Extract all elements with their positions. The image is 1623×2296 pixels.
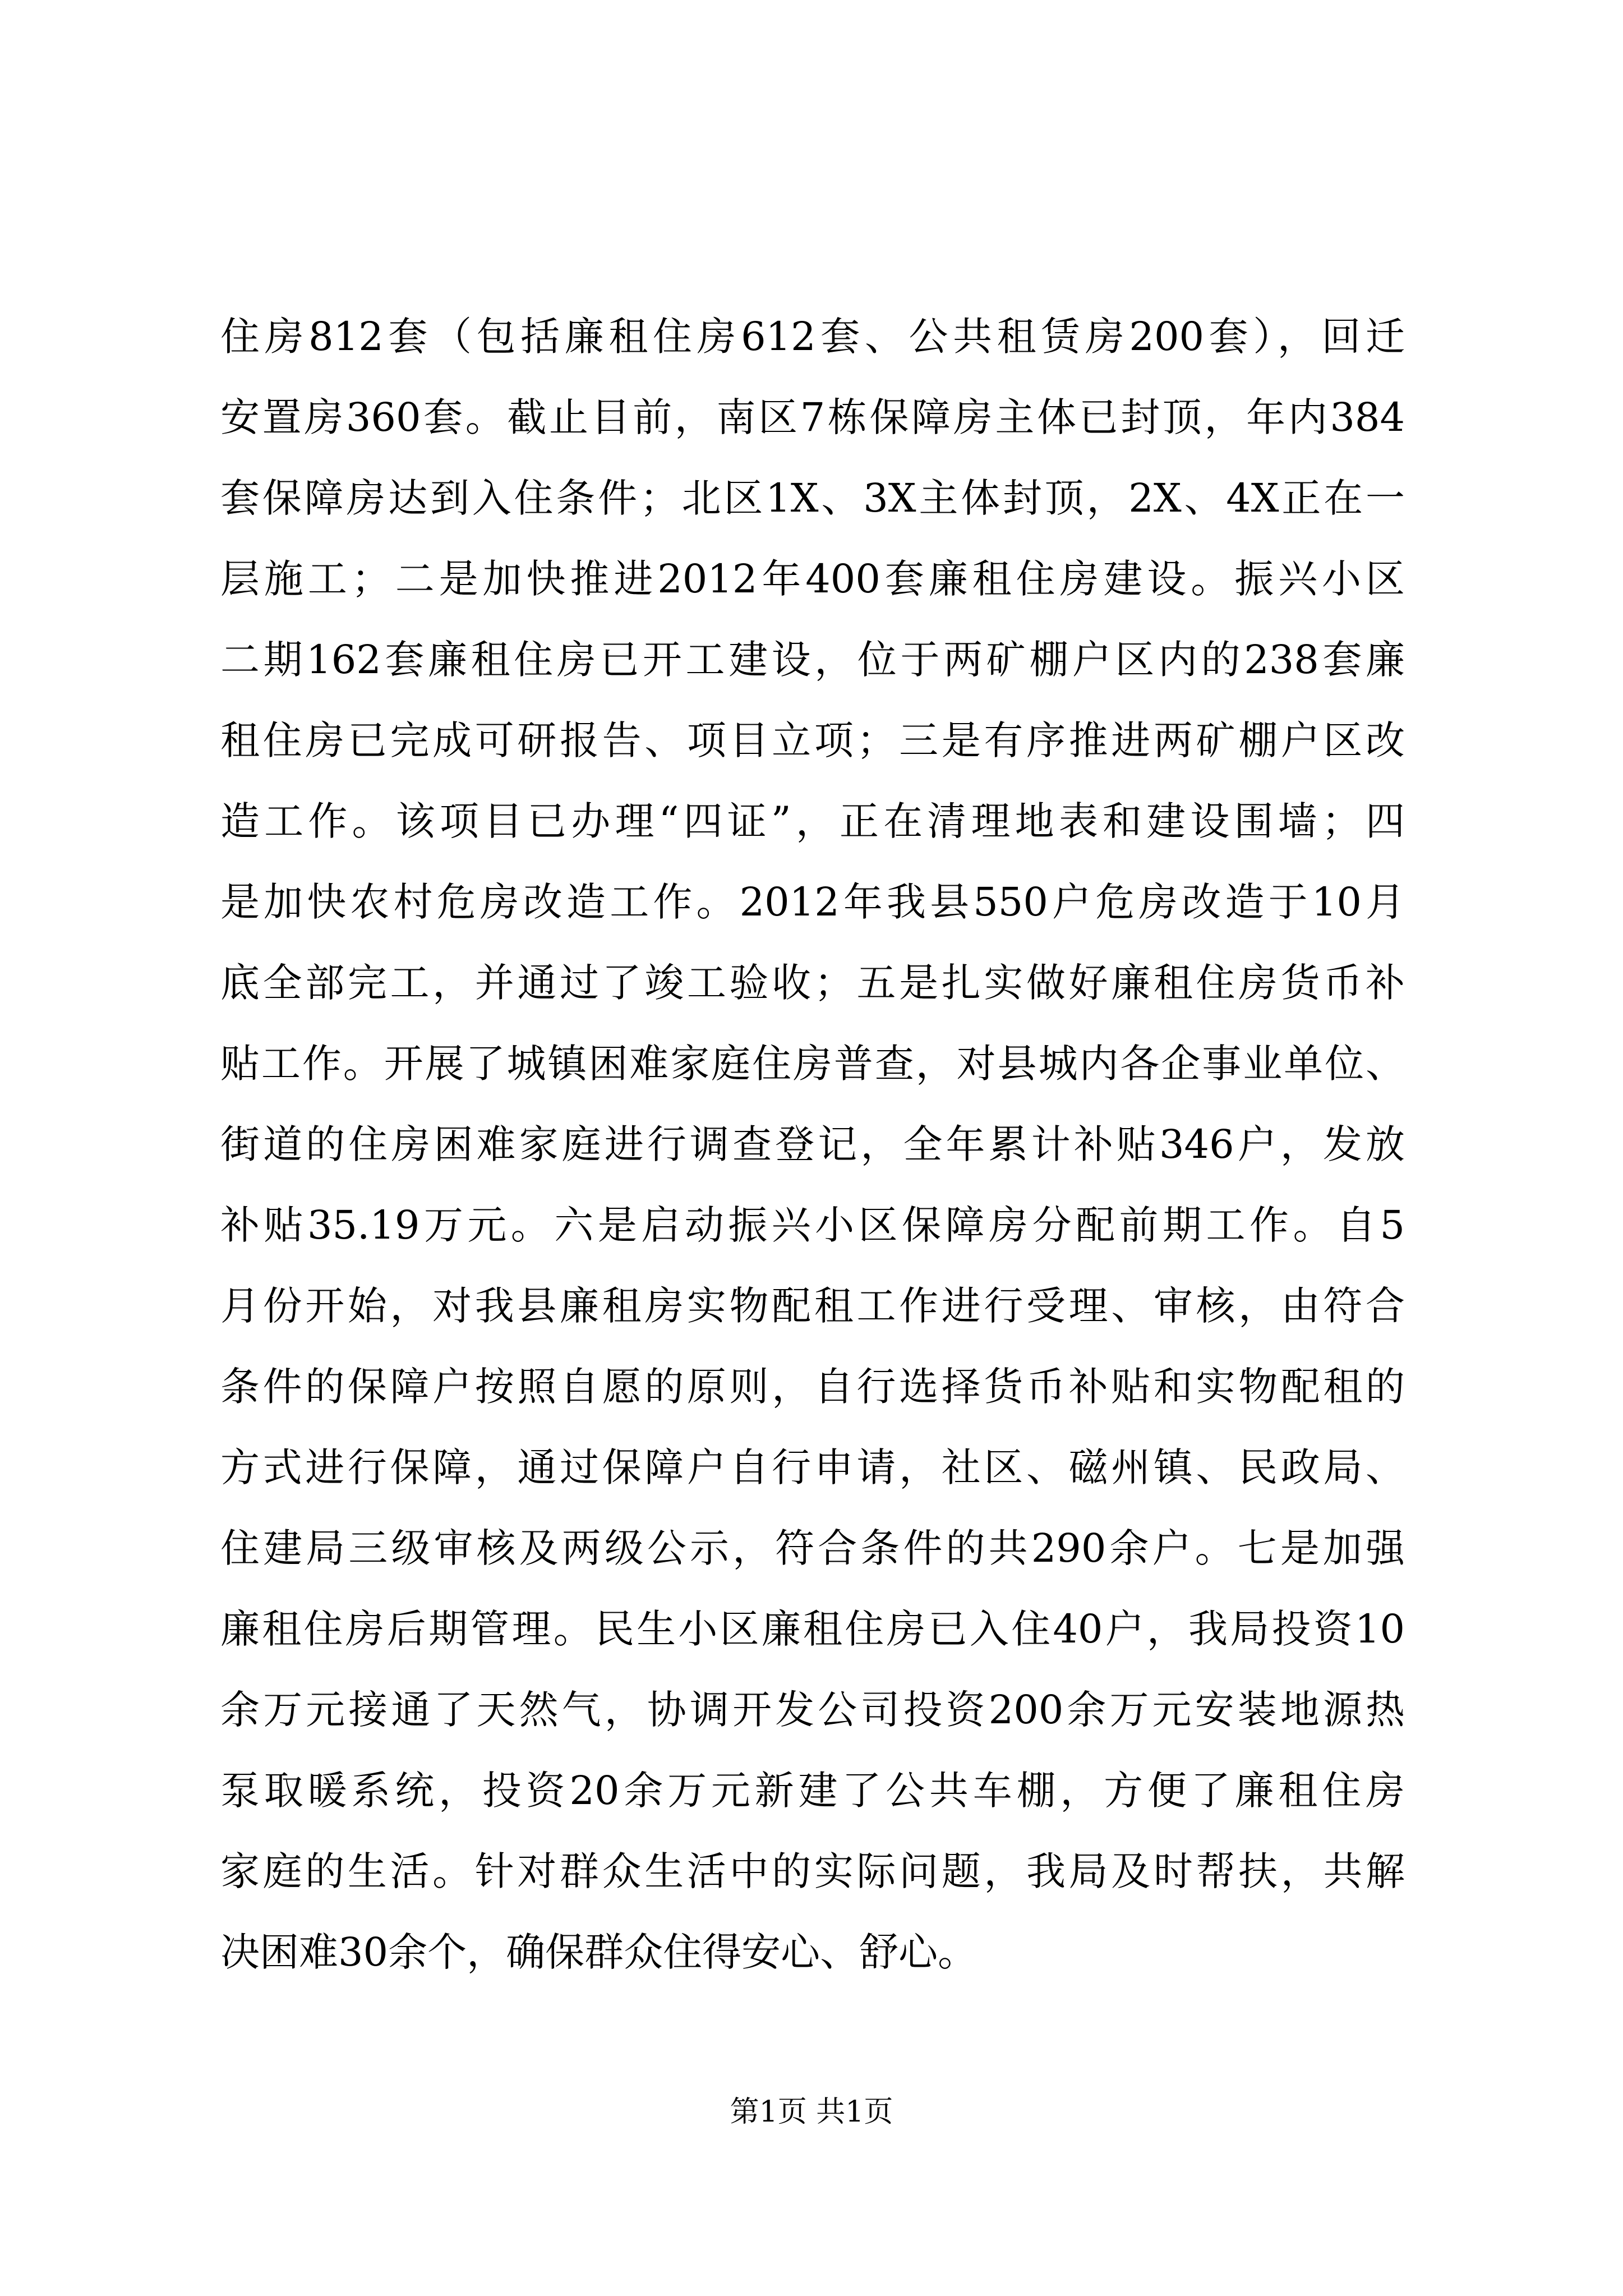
text-line: 余万元接通了天然气，协调开发公司投资200余万元安装地源热	[220, 1687, 1405, 1733]
text-line: 安置房360套。截止目前，南区7栋保障房主体已封顶，年内384	[220, 394, 1405, 440]
text-line: 条件的保障户按照自愿的原则，自行选择货币补贴和实物配租的	[220, 1364, 1405, 1410]
text-line: 住建局三级审核及两级公示，符合条件的共290余户。七是加强	[220, 1525, 1405, 1571]
text-line: 二期162套廉租住房已开工建设，位于两矿棚户区内的238套廉	[220, 637, 1405, 683]
text-line: 住房812套（包括廉租住房612套、公共租赁房200套），回迁	[220, 314, 1405, 360]
page-number-footer: 第1页 共1页	[730, 2095, 893, 2129]
text-line: 决困难30余个，确保群众住得安心、舒心。	[220, 1929, 978, 1975]
text-line: 方式进行保障，通过保障户自行申请，社区、磁州镇、民政局、	[220, 1444, 1405, 1490]
text-line: 廉租住房后期管理。民生小区廉租住房已入住40户，我局投资10	[220, 1606, 1405, 1652]
text-line: 贴工作。开展了城镇困难家庭住房普查，对县城内各企事业单位、	[220, 1041, 1405, 1087]
text-line: 层施工；二是加快推进2012年400套廉租住房建设。振兴小区	[220, 556, 1405, 602]
text-line: 套保障房达到入住条件；北区1X、3X主体封顶，2X、4X正在一	[220, 475, 1405, 521]
text-line: 租住房已完成可研报告、项目立项；三是有序推进两矿棚户区改	[220, 717, 1405, 763]
text-line: 造工作。该项目已办理“四证”，正在清理地表和建设围墙；四	[220, 798, 1405, 844]
text-line: 补贴35.19万元。六是启动振兴小区保障房分配前期工作。自5	[220, 1202, 1405, 1248]
text-line: 是加快农村危房改造工作。2012年我县550户危房改造于10月	[220, 879, 1405, 925]
text-line: 家庭的生活。针对群众生活中的实际问题，我局及时帮扶，共解	[220, 1848, 1405, 1894]
text-line: 月份开始，对我县廉租房实物配租工作进行受理、审核，由符合	[220, 1283, 1405, 1329]
text-line: 泵取暖系统，投资20余万元新建了公共车棚，方便了廉租住房	[220, 1768, 1405, 1814]
text-line: 街道的住房困难家庭进行调查登记，全年累计补贴346户，发放	[220, 1121, 1405, 1167]
body-paragraph	[220, 296, 1405, 1993]
text-line: 底全部完工，并通过了竣工验收；五是扎实做好廉租住房货币补	[220, 960, 1405, 1006]
